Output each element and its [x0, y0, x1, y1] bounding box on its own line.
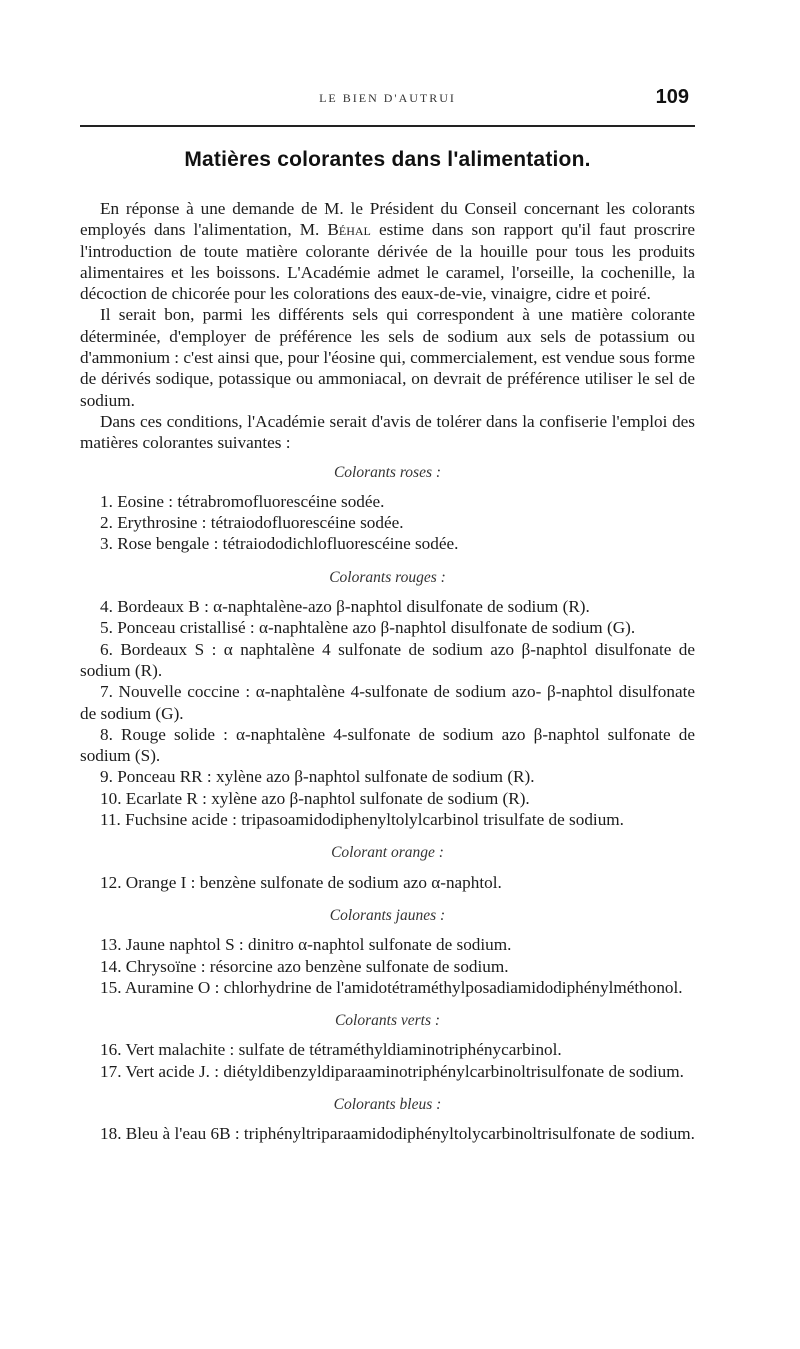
item-text: Bordeaux S : α naphtalène 4 sulfonate de sodium azo β-naphtol disulfonate de sodium (R).: [80, 639, 696, 680]
section-heading: Colorants bleus :: [333, 1095, 442, 1113]
item-text: Vert acide J. : diétyldibenzyldiparaaminotriphénylcarbinoltrisulfonate de sodium.: [125, 1061, 684, 1081]
colorant-item: [80, 766, 695, 787]
author-name: Béhal: [327, 220, 371, 240]
page-number: 109: [655, 86, 689, 108]
item-text: Rouge solide : α-naphtalène 4-sulfonate de sodium azo β-naphtol sulfonate de sodium (S).: [80, 724, 695, 766]
article-title: Matières colorantes dans l'alimentation.: [184, 148, 591, 171]
colorant-item: [80, 788, 695, 809]
colorant-item: [80, 872, 695, 893]
item-text: Fuchsine acide : tripasoamidodiphenyltolylcarbinol trisulfate de sodium.: [125, 810, 624, 830]
item-text: Ponceau RR : xylène azo β-naphtol sulfonate de sodium (R).: [117, 767, 535, 787]
colorant-item: [80, 512, 695, 533]
section-heading: Colorants rouges :: [329, 568, 446, 586]
item-text: Nouvelle coccine : α-naphtalène 4-sulfonate de sodium azo- β-naphtol disulfonate de sodium (G).: [80, 682, 695, 723]
colorant-item: [80, 1061, 695, 1082]
item-text: Erythrosine : tétraiodofluorescéine sodée.: [117, 513, 404, 533]
colorant-item: [80, 533, 695, 554]
colorant-item: [80, 596, 695, 617]
item-number: 18.: [100, 1124, 122, 1144]
item-text: Ecarlate R : xylène azo β-naphtol sulfonate de sodium (R).: [125, 788, 530, 808]
section-heading: Colorant orange :: [331, 844, 444, 862]
item-text: Rose bengale : tétraiododichlofluorescéine sodée.: [117, 534, 459, 554]
section-heading: Colorants jaunes :: [329, 906, 446, 924]
intro-paragraph-3: Dans ces conditions, l'Académie serait d'avis de tolérer dans la confiserie l'emploi des matières colorantes suivantes :: [80, 411, 695, 453]
item-text: Orange I : benzène sulfonate de sodium azo α-naphtol.: [125, 872, 502, 892]
colorant-item: [80, 956, 695, 977]
colorant-item: [80, 934, 695, 955]
item-text: Chrysoïne : résorcine azo benzène sulfonate de sodium.: [125, 956, 509, 976]
item-text: Auramine O : chlorhydrine de l'amidotétraméthylposadiamidodiphénylméthonol.: [124, 977, 683, 997]
intro-paragraph-1: [80, 198, 695, 304]
item-number: 16.: [100, 1040, 122, 1060]
item-number: 15.: [100, 977, 122, 997]
item-number: 9.: [100, 767, 113, 787]
item-number: 14.: [100, 956, 122, 976]
item-number: 13.: [100, 935, 122, 955]
intro-p1-text: En réponse à une demande de M. le Président du Conseil concernant les colorants employés dans l'alimentation, M.: [80, 199, 695, 240]
colorant-item: [80, 617, 695, 638]
colorant-item: [80, 681, 695, 724]
colorant-item: [80, 1039, 695, 1060]
item-number: 5.: [100, 618, 113, 638]
item-number: 10.: [100, 788, 122, 808]
item-number: 2.: [100, 513, 113, 533]
item-number: 8.: [100, 724, 113, 744]
page: [80, 0, 695, 1349]
section-heading: Colorants roses :: [333, 463, 442, 481]
colorant-item: [80, 724, 695, 767]
item-number: 12.: [100, 872, 122, 892]
item-number: 11.: [100, 810, 121, 830]
item-text: Bordeaux B : α-naphtalène-azo β-naphtol disulfonate de sodium (R).: [117, 597, 590, 617]
colorant-item: [80, 491, 695, 512]
header-rule: [80, 125, 695, 127]
item-number: 17.: [100, 1061, 122, 1081]
section-heading: Colorants verts :: [334, 1012, 441, 1030]
item-text: Bleu à l'eau 6B : triphényltriparaamidodiphényltolycarbinoltrisulfonate de sodium.: [125, 1124, 695, 1144]
colorant-item: [80, 809, 695, 830]
item-text: Jaune naphtol S : dinitro α-naphtol sulfonate de sodium.: [125, 935, 512, 955]
item-number: 6.: [100, 639, 113, 659]
item-number: 3.: [100, 534, 113, 554]
running-title: LE BIEN D'AUTRUI: [319, 91, 456, 105]
item-number: 7.: [100, 682, 113, 702]
colorant-sections: [80, 462, 695, 1145]
item-number: 1.: [100, 491, 113, 511]
colorant-item: [80, 639, 695, 682]
running-head: [80, 88, 695, 112]
colorant-item: [80, 977, 695, 998]
intro-p1-text-rest: estime dans son rapport qu'il faut proscrire l'introduction de toute matière colorante dérivée de la houille pour tous les produits alimentaires et les boissons. L'Académie admet le caramel, l'orseille, la cochenille, la décoction de chicorée pour les colorations des eaux-de-vie, vinaigre, cidre et poiré.: [80, 220, 696, 304]
intro-paragraph-2: Il serait bon, parmi les différents sels qui correspondent à une matière colorante déterminée, d'employer de préférence les sels de sodium aux sels de potassium ou d'ammonium : c'est ainsi que, pour l'éosine qui, commercialement, est vendue sous forme de dérivés sodique, potassique ou ammoniacal, on devrait de préférence utiliser le sel de sodium.: [80, 305, 695, 410]
item-text: Eosine : tétrabromofluorescéine sodée.: [117, 491, 385, 511]
item-text: Ponceau cristallisé : α-naphtalène azo β-naphtol disulfonate de sodium (G).: [117, 618, 636, 638]
item-text: Vert malachite : sulfate de tétraméthyldiaminotriphénycarbinol.: [125, 1040, 562, 1060]
item-number: 4.: [100, 597, 113, 617]
article-body: [80, 198, 695, 1145]
colorant-item: [80, 1123, 695, 1144]
